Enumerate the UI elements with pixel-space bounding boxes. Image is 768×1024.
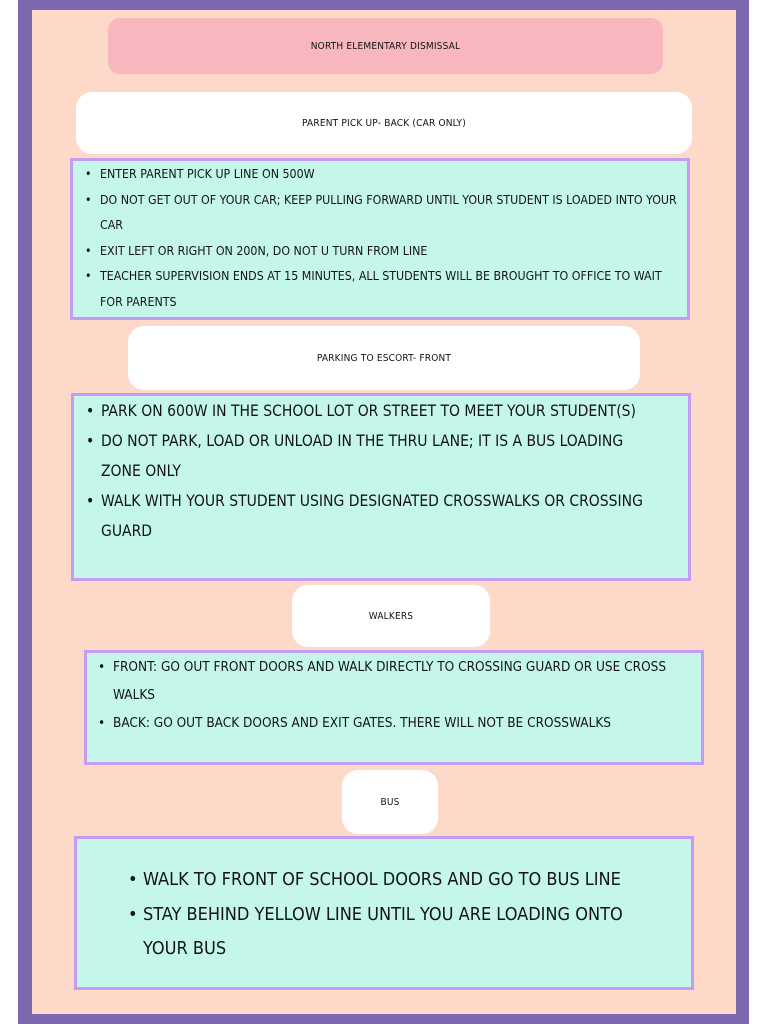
list-item: • STAY BEHIND YELLOW LINE UNTIL YOU ARE LOADING ONTO YOUR BUS [143,898,667,967]
list-item: • DO NOT PARK, LOAD OR UNLOAD IN THE THRU LANE; IT IS A BUS LOADING ZONE ONLY [101,426,644,486]
section-heading-bus: BUS [342,770,438,834]
parent-pick-up-list [100,162,679,315]
section-box-parent-pick-up [70,158,690,320]
list-item: • ENTER PARENT PICK UP LINE ON 500W [100,162,679,188]
section-heading-walkers: WALKERS [292,585,490,647]
section-heading-parent-pick-up: PARENT PICK UP- BACK (CAR ONLY) [76,92,692,154]
section-box-walkers [84,650,704,765]
parking-to-escort-list [101,396,644,546]
section-box-parking-to-escort [71,393,691,581]
list-item: • EXIT LEFT OR RIGHT ON 200N, DO NOT U TURN FROM LINE [100,239,679,265]
list-item: • WALK TO FRONT OF SCHOOL DOORS AND GO TO BUS LINE [143,863,667,898]
list-item: • DO NOT GET OUT OF YOUR CAR; KEEP PULLING FORWARD UNTIL YOUR STUDENT IS LOADED INTO YOUR CAR [100,188,679,239]
list-item: • BACK: GO OUT BACK DOORS AND EXIT GATES. THERE WILL NOT BE CROSSWALKS [113,709,691,737]
section-heading-parking-to-escort: PARKING TO ESCORT- FRONT [128,326,640,390]
walkers-list [113,653,691,737]
bus-list [143,863,667,967]
list-item: • TEACHER SUPERVISION ENDS AT 15 MINUTES, ALL STUDENTS WILL BE BROUGHT TO OFFICE TO WAIT FOR PARENTS [100,264,679,315]
section-box-bus [74,836,694,990]
list-item: • PARK ON 600W IN THE SCHOOL LOT OR STREET TO MEET YOUR STUDENT(S) [101,396,644,426]
poster-title: NORTH ELEMENTARY DISMISSAL [108,18,663,74]
list-item: • WALK WITH YOUR STUDENT USING DESIGNATED CROSSWALKS OR CROSSING GUARD [101,486,644,546]
list-item: • FRONT: GO OUT FRONT DOORS AND WALK DIRECTLY TO CROSSING GUARD OR USE CROSS WALKS [113,653,691,709]
